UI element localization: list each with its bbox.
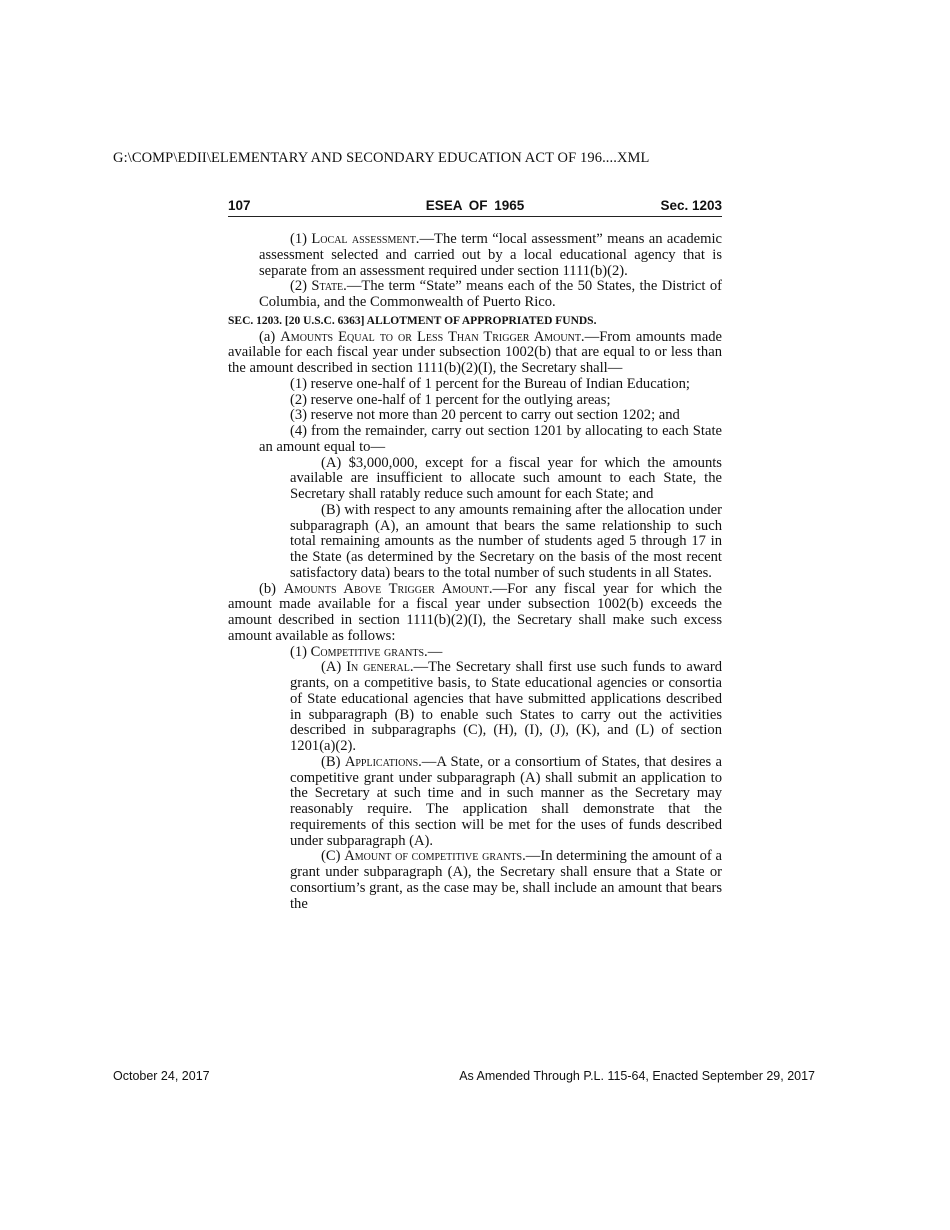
paragraph-heading: Competitive grants.: [310, 643, 428, 660]
paragraph-heading: Amounts Equal to or Less Than Trigger Amount.: [280, 328, 585, 345]
paragraph-a1: (1) reserve one-half of 1 percent for the Bureau of Indian Education;: [290, 375, 690, 392]
paragraph-heading: State.: [311, 278, 347, 295]
subsection-b: [228, 582, 722, 645]
paragraph-heading: In general.: [346, 659, 414, 676]
paragraph-text: —A State, or a consortium of States, that desires a competitive grant under subparagraph (A) shall submit an application to the Secretary at such time and in such manner as the Secretary may reasonably require. The application shall demonstrate that the requirements of this section will be met for the uses of funds described under subparagraph (A).: [290, 753, 722, 849]
paragraph-label: (C): [321, 848, 345, 865]
paragraph-label: (a): [259, 328, 281, 345]
page-number: 107: [228, 198, 251, 213]
document-body: [228, 232, 722, 912]
subparagraph-a4A: (A) $3,000,000, except for a fiscal year for which the amounts available are insufficient to allocate such amount to each State, the Secretary shall ratably reduce such amount for each State; and: [290, 454, 722, 502]
paragraph-a4: (4) from the remainder, carry out section 1201 by allocating to each State an amount equal to—: [259, 423, 722, 455]
footer-date: October 24, 2017: [113, 1069, 210, 1083]
subsection-a: [228, 330, 722, 377]
subparagraph-b1C: [228, 849, 722, 912]
paragraph-state: [228, 279, 722, 311]
paragraph-heading: Amount of competitive grants.: [344, 848, 526, 865]
section-heading: SEC. 1203. [20 U.S.C. 6363] ALLOTMENT OF APPROPRIATED FUNDS.: [228, 314, 597, 327]
paragraph-a3: (3) reserve not more than 20 percent to carry out section 1202; and: [290, 407, 680, 424]
file-path: G:\COMP\EDII\ELEMENTARY AND SECONDARY EDUCATION ACT OF 196....XML: [113, 150, 650, 166]
paragraph-text: —: [427, 643, 443, 660]
running-head-title: ESEA OF 1965: [425, 198, 525, 213]
subparagraph-b1B: [228, 755, 722, 850]
paragraph-label: (1): [290, 643, 311, 660]
paragraph-text: —From amounts made available for each fiscal year under subsection 1002(b) that are equal to or less than the amount described in section 1111(b)(2)(I), the Secretary shall—: [228, 328, 722, 376]
paragraph-text: —In determining the amount of a grant under subparagraph (A), the Secretary shall ensure that a State or consortium’s grant, as the case may be, shall include an amount that bears the: [290, 848, 722, 912]
paragraph-text: —The term “local assessment” means an academic assessment selected and carried out by a local educational agency that is separate from an assessment required under section 1111(b)(2).: [259, 231, 722, 279]
paragraph-label: (1): [290, 231, 312, 247]
running-head: [228, 198, 722, 217]
footer-amended-note: As Amended Through P.L. 115-64, Enacted September 29, 2017: [459, 1069, 815, 1083]
paragraph-heading: Amounts Above Trigger Amount.: [283, 580, 493, 597]
subparagraph-a4B: (B) with respect to any amounts remaining after the allocation under subparagraph (A), an amount that bears the same relationship to such total remaining amounts as the number of students aged 5 through 17 in the State (as determined by the Secretary on the basis of the most recent satisfactory data) bears to the total number of such students in all States.: [290, 501, 722, 581]
running-head-section: Sec. 1203: [660, 198, 722, 213]
paragraph-heading: Applications.: [344, 753, 422, 770]
subparagraph-b1A: [228, 660, 722, 755]
paragraph-text: —The Secretary shall first use such funds to award grants, on a competitive basis, to State educational agencies or consortia of State educational agencies that have submitted applications described in subparagraph (B) to enable such States to carry out the activities described in subparagraphs (C), (H), (I), (J), (K), and (L) of section 1201(a)(2).: [290, 659, 722, 754]
paragraph-label: (A): [321, 659, 347, 676]
paragraph-label: (b): [259, 580, 284, 597]
paragraph-text: —The term “State” means each of the 50 States, the District of Columbia, and the Commonwealth of Puerto Rico.: [259, 278, 723, 310]
paragraph-text: —For any fiscal year for which the amount made available for a fiscal year under subsection 1002(b) exceeds the amount described in section 1111(b)(2)(I), the Secretary shall make such excess amount available as follows:: [228, 580, 722, 644]
paragraph-b1: [228, 645, 722, 661]
paragraph-a2: (2) reserve one-half of 1 percent for the outlying areas;: [290, 391, 611, 408]
paragraph-label: (2): [290, 278, 312, 295]
paragraph-label: (B): [321, 753, 345, 770]
paragraph-heading: Local assessment.: [311, 231, 420, 247]
paragraph-local-assessment: [228, 232, 722, 279]
